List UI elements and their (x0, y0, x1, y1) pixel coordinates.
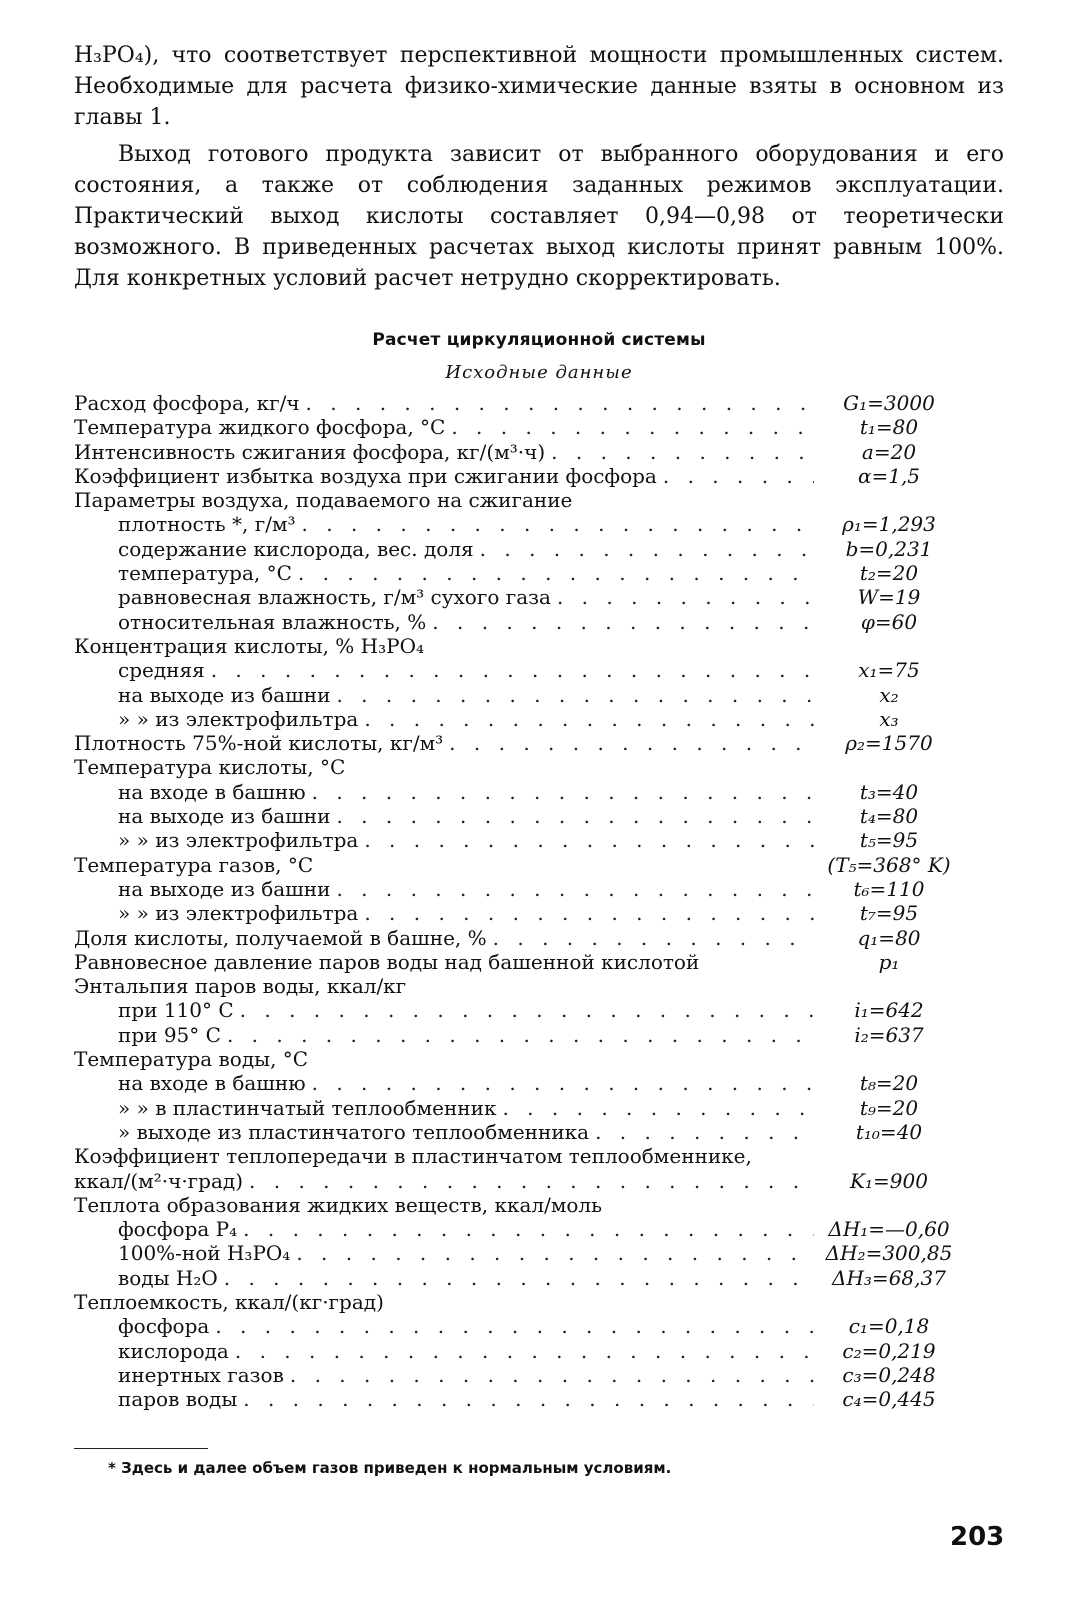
row-label: Концентрация кислоты, % H₃PO₄ (74, 633, 424, 658)
row-value: t₉=20 (859, 1095, 919, 1120)
row-value: c₁=0,18 (848, 1314, 930, 1339)
row-label: Энтальпия паров воды, ккал/кг (74, 974, 407, 999)
data-row (74, 634, 964, 658)
row-value: t₈=20 (859, 1071, 919, 1096)
data-row (74, 755, 964, 779)
row-value: x₂ (879, 682, 899, 707)
row-label: средняя (118, 658, 205, 683)
data-row (74, 391, 964, 415)
row-value: ρ₂=1570 (845, 731, 933, 756)
row-label: Интенсивность сжигания фосфора, кг/(м³·ч) (74, 439, 546, 464)
row-value: x₃ (879, 706, 899, 731)
row-label: » выходе из пластинчатого теплообменника (118, 1119, 590, 1144)
row-value: t₆=110 (853, 876, 925, 901)
row-label: » » из электрофильтра (118, 901, 359, 926)
row-label: Температура воды, °С (74, 1047, 309, 1072)
leader-dots (493, 926, 814, 950)
data-row (74, 853, 964, 877)
data-row (74, 1241, 964, 1265)
leader-dots (364, 828, 814, 852)
leader-dots (243, 1217, 814, 1241)
row-label: Температура газов, °С (74, 852, 314, 877)
page-number: 203 (950, 1522, 1005, 1552)
subsection-title: Исходные данные (445, 362, 633, 383)
row-value: ΔH₂=300,85 (825, 1241, 953, 1266)
row-value: t₇=95 (859, 901, 919, 926)
row-label: Равновесное давление паров воды над башенной кислотой (74, 949, 700, 974)
leader-dots (227, 1023, 814, 1047)
row-label: фосфора P₄ (118, 1217, 238, 1242)
leader-dots (306, 391, 814, 415)
data-row (74, 1217, 964, 1241)
row-label: Коэффициент теплопередачи в пластинчатом теплообменнике, (74, 1144, 752, 1169)
row-value: b=0,231 (845, 536, 933, 561)
data-row (74, 1169, 964, 1193)
row-label: Коэффициент избытка воздуха при сжигании фосфора (74, 463, 657, 488)
row-value: t₂=20 (859, 561, 919, 586)
row-label: паров воды (118, 1387, 238, 1412)
row-label: равновесная влажность, г/м³ сухого газа (118, 585, 551, 610)
row-value: c₃=0,248 (842, 1362, 936, 1387)
row-label: ккал/(м²·ч·град) (74, 1168, 244, 1193)
data-row (74, 683, 964, 707)
row-value: K₁=900 (850, 1168, 928, 1193)
leader-dots (336, 877, 814, 901)
data-row (74, 974, 964, 998)
leader-dots (290, 1363, 814, 1387)
row-label: Плотность 75%-ной кислоты, кг/м³ (74, 731, 444, 756)
row-label: » » из электрофильтра (118, 828, 359, 853)
row-value: W=19 (857, 585, 921, 610)
leader-dots (449, 731, 814, 755)
row-value: ΔH₃=68,37 (832, 1265, 946, 1290)
leader-dots (215, 1314, 814, 1338)
row-value: ΔH₁=—0,60 (828, 1217, 950, 1242)
row-value: (T₅=368° K) (827, 852, 951, 877)
data-row (74, 1120, 964, 1144)
data-row (74, 1339, 964, 1363)
row-label: воды H₂O (118, 1265, 218, 1290)
row-label: плотность *, г/м³ (118, 512, 296, 537)
row-value: t₁=80 (859, 415, 919, 440)
data-row (74, 1023, 964, 1047)
row-value: t₁₀=40 (855, 1119, 923, 1144)
leader-dots (224, 1266, 814, 1290)
row-label: инертных газов (118, 1362, 284, 1387)
data-row (74, 926, 964, 950)
row-label: » » из электрофильтра (118, 706, 359, 731)
row-value: p₁ (878, 949, 900, 974)
leader-dots (451, 415, 814, 439)
leader-dots (595, 1120, 814, 1144)
row-value: a=20 (861, 439, 917, 464)
leader-dots (312, 780, 814, 804)
row-label: 100%-ной H₃PO₄ (118, 1241, 291, 1266)
data-row (74, 610, 964, 634)
row-label: на выходе из башни (118, 804, 331, 829)
data-row (74, 440, 964, 464)
data-row (74, 658, 964, 682)
row-label: фосфора (118, 1314, 210, 1339)
row-value: ρ₁=1,293 (842, 512, 936, 537)
row-value: G₁=3000 (843, 391, 935, 415)
data-row (74, 1144, 964, 1168)
data-row (74, 512, 964, 536)
row-value: i₁=642 (854, 998, 924, 1023)
leader-dots (240, 998, 814, 1022)
data-row (74, 464, 964, 488)
data-row (74, 1071, 964, 1095)
row-label: при 95° С (118, 1022, 221, 1047)
data-row (74, 1363, 964, 1387)
leader-dots (211, 658, 814, 682)
row-label: на входе в башню (118, 1071, 306, 1096)
leader-dots (336, 804, 814, 828)
leader-dots (312, 1071, 814, 1095)
leader-dots (551, 440, 814, 464)
data-row (74, 828, 964, 852)
data-row (74, 1096, 964, 1120)
leader-dots (302, 512, 814, 536)
row-value: α=1,5 (857, 463, 921, 488)
data-row (74, 780, 964, 804)
footnote-rule (74, 1448, 208, 1449)
row-label: » » в пластинчатый теплообменник (118, 1095, 497, 1120)
section-title: Расчет циркуляционной системы (372, 330, 706, 350)
data-row (74, 877, 964, 901)
data-row (74, 1387, 964, 1411)
row-label: на выходе из башни (118, 682, 331, 707)
row-value: φ=60 (860, 609, 918, 634)
data-row (74, 998, 964, 1022)
row-value: t₃=40 (859, 779, 919, 804)
row-label: на выходе из башни (118, 876, 331, 901)
data-row (74, 950, 964, 974)
row-value: x₁=75 (858, 658, 920, 683)
data-row (74, 488, 964, 512)
row-label: на входе в башню (118, 779, 306, 804)
data-row (74, 901, 964, 925)
data-row (74, 1193, 964, 1217)
row-label: кислорода (118, 1338, 229, 1363)
leader-dots (235, 1339, 814, 1363)
leader-dots (432, 610, 814, 634)
leader-dots (364, 901, 814, 925)
leader-dots (298, 561, 814, 585)
data-row (74, 561, 964, 585)
data-row (74, 1314, 964, 1338)
leader-dots (364, 707, 814, 731)
leader-dots (502, 1096, 814, 1120)
row-label: Теплоемкость, ккал/(кг·град) (74, 1289, 384, 1314)
row-label: температура, °С (118, 561, 292, 586)
data-row (74, 1266, 964, 1290)
row-label: относительная влажность, % (118, 609, 427, 634)
footnote: * Здесь и далее объем газов приведен к нормальным условиям. (108, 1459, 672, 1477)
yield-paragraph: Выход готового продукта зависит от выбранного оборудования и его состояния, а также от соблюдения заданных режимов эксплуатации. Практический выход кислоты составляет 0,94—0,98 от теоретически возможного. В приведенных расчетах выход кислоты принят равным 100%. Для конкретных условий расчет нетрудно скорректировать. (74, 142, 1004, 291)
data-row (74, 537, 964, 561)
leader-dots (557, 585, 814, 609)
row-label: Температура кислоты, °С (74, 755, 346, 780)
row-value: c₄=0,445 (842, 1387, 936, 1412)
row-label: Параметры воздуха, подаваемого на сжигание (74, 488, 573, 513)
leader-dots (249, 1169, 814, 1193)
row-label: Расход фосфора, кг/ч (74, 391, 300, 415)
row-label: Доля кислоты, получаемой в башне, % (74, 925, 487, 950)
leader-dots (243, 1387, 814, 1411)
leader-dots (296, 1241, 814, 1265)
row-value: t₄=80 (859, 804, 919, 829)
page-body (74, 40, 1004, 1411)
data-row (74, 804, 964, 828)
input-data-list (74, 391, 964, 1411)
row-value: q₁=80 (857, 925, 921, 950)
data-row (74, 415, 964, 439)
row-label: Температура жидкого фосфора, °С (74, 415, 446, 440)
leader-dots (480, 537, 814, 561)
data-row (74, 1047, 964, 1071)
row-value: i₂=637 (854, 1022, 924, 1047)
data-row (74, 1290, 964, 1314)
data-row (74, 585, 964, 609)
leader-dots (336, 683, 814, 707)
data-row (74, 731, 964, 755)
data-row (74, 707, 964, 731)
row-label: содержание кислорода, вес. доля (118, 536, 474, 561)
row-value: c₂=0,219 (842, 1338, 936, 1363)
intro-paragraph: H₃PO₄), что соответствует перспективной мощности промышленных систем. Необходимые для расчета физико-химические данные взяты в основном из главы 1. (74, 43, 1004, 130)
row-label: Теплота образования жидких веществ, ккал/моль (74, 1192, 603, 1217)
leader-dots (663, 464, 814, 488)
row-value: t₅=95 (859, 828, 919, 853)
row-label: при 110° С (118, 998, 234, 1023)
